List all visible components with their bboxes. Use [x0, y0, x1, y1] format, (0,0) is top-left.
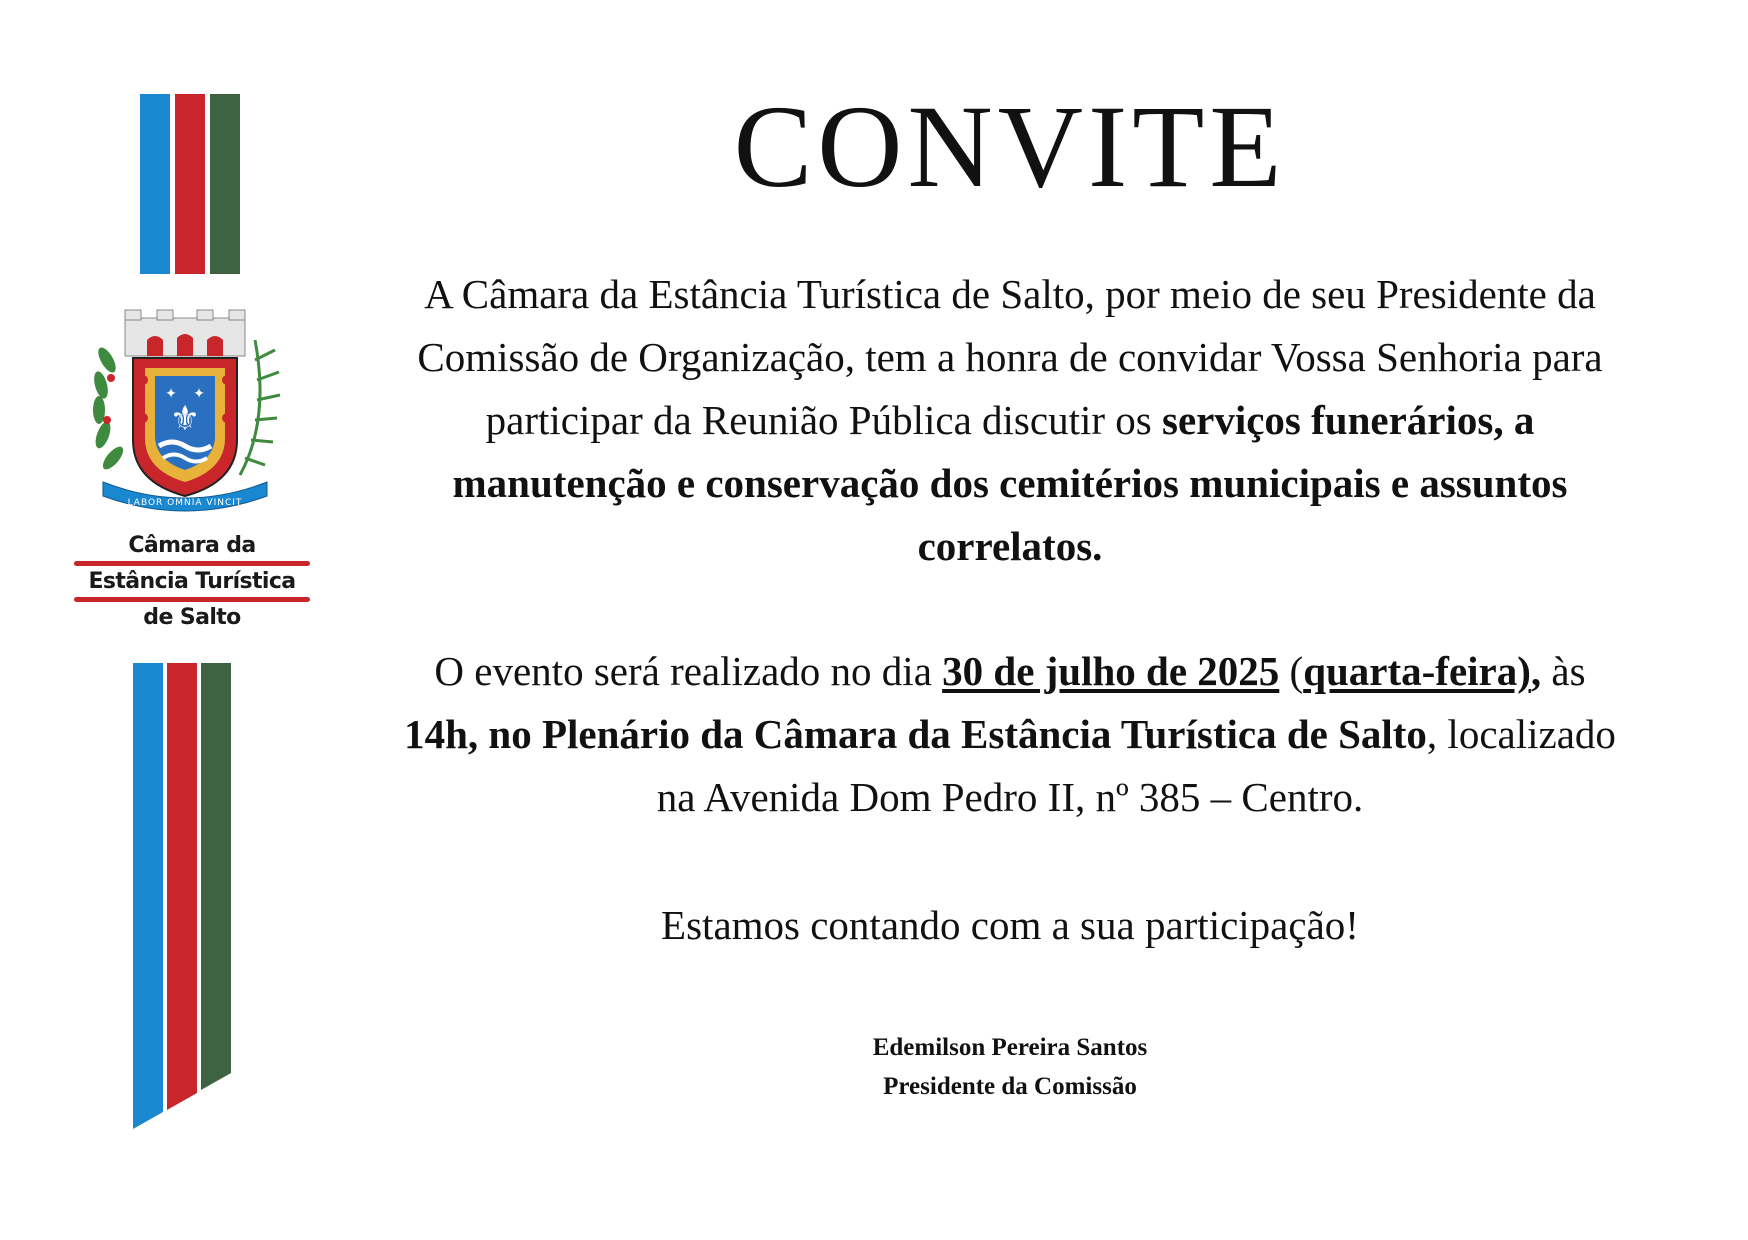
- mural-crown-icon: [125, 310, 245, 356]
- stripe-red: [175, 94, 205, 274]
- invitation-topic: serviços funerários, a manutenção e conservação dos cemitérios municipais e assuntos correlatos.: [452, 397, 1568, 569]
- signatory-name: Edemilson Pereira Santos: [872, 1034, 1148, 1061]
- event-open-paren: (: [1279, 648, 1304, 694]
- page-title: CONVITE: [733, 81, 1287, 212]
- event-weekday: quarta-feira): [1303, 648, 1531, 694]
- top-stripes: [140, 94, 240, 274]
- stripe-blue: [140, 94, 170, 274]
- event-comma: ,: [1530, 648, 1542, 694]
- stripe-green: [210, 94, 240, 274]
- stripe-green: [201, 663, 231, 1090]
- event-at: às: [1541, 648, 1586, 694]
- stripe-red: [167, 663, 197, 1110]
- crest-motto: LABOR OMNIA VINCIT: [127, 498, 243, 508]
- event-intro: O evento será realizado no dia: [434, 648, 943, 694]
- invitation-paragraph: [400, 263, 1620, 578]
- svg-text:✦: ✦: [193, 386, 205, 402]
- signatory-role: Presidente da Comissão: [883, 1073, 1137, 1100]
- event-date: 30 de julho de 2025: [942, 648, 1280, 694]
- closing-line: Estamos contando com a sua participação!: [661, 902, 1359, 948]
- laurel-branch-icon: [92, 345, 127, 473]
- svg-text:✦: ✦: [165, 386, 177, 402]
- institution-name: [74, 528, 310, 636]
- signature-block: [700, 1028, 1320, 1106]
- stripe-blue: [133, 663, 163, 1129]
- svg-text:⚜: ⚜: [169, 399, 201, 439]
- event-details-paragraph: [400, 640, 1620, 829]
- institution-line-1: Câmara da: [128, 533, 256, 558]
- coat-of-arms-crest: [85, 300, 285, 520]
- institution-line-2: Estância Turística: [88, 569, 296, 594]
- shield-icon: [133, 358, 237, 496]
- event-address: , localizado na Avenida Dom Pedro II, nº 385 – Centro.: [656, 711, 1616, 820]
- palm-branch-icon: [240, 340, 280, 475]
- invitation-intro: A Câmara da Estância Turística de Salto, por meio de seu Presidente da Comissão de Organização, tem a honra de convidar Vossa Senhoria para participar da Reunião Pública discutir os: [417, 271, 1603, 443]
- bottom-stripes: [133, 663, 235, 1133]
- institution-line-3: de Salto: [143, 605, 241, 630]
- event-time-place: 14h, no Plenário da Câmara da Estância Turística de Salto: [404, 711, 1427, 757]
